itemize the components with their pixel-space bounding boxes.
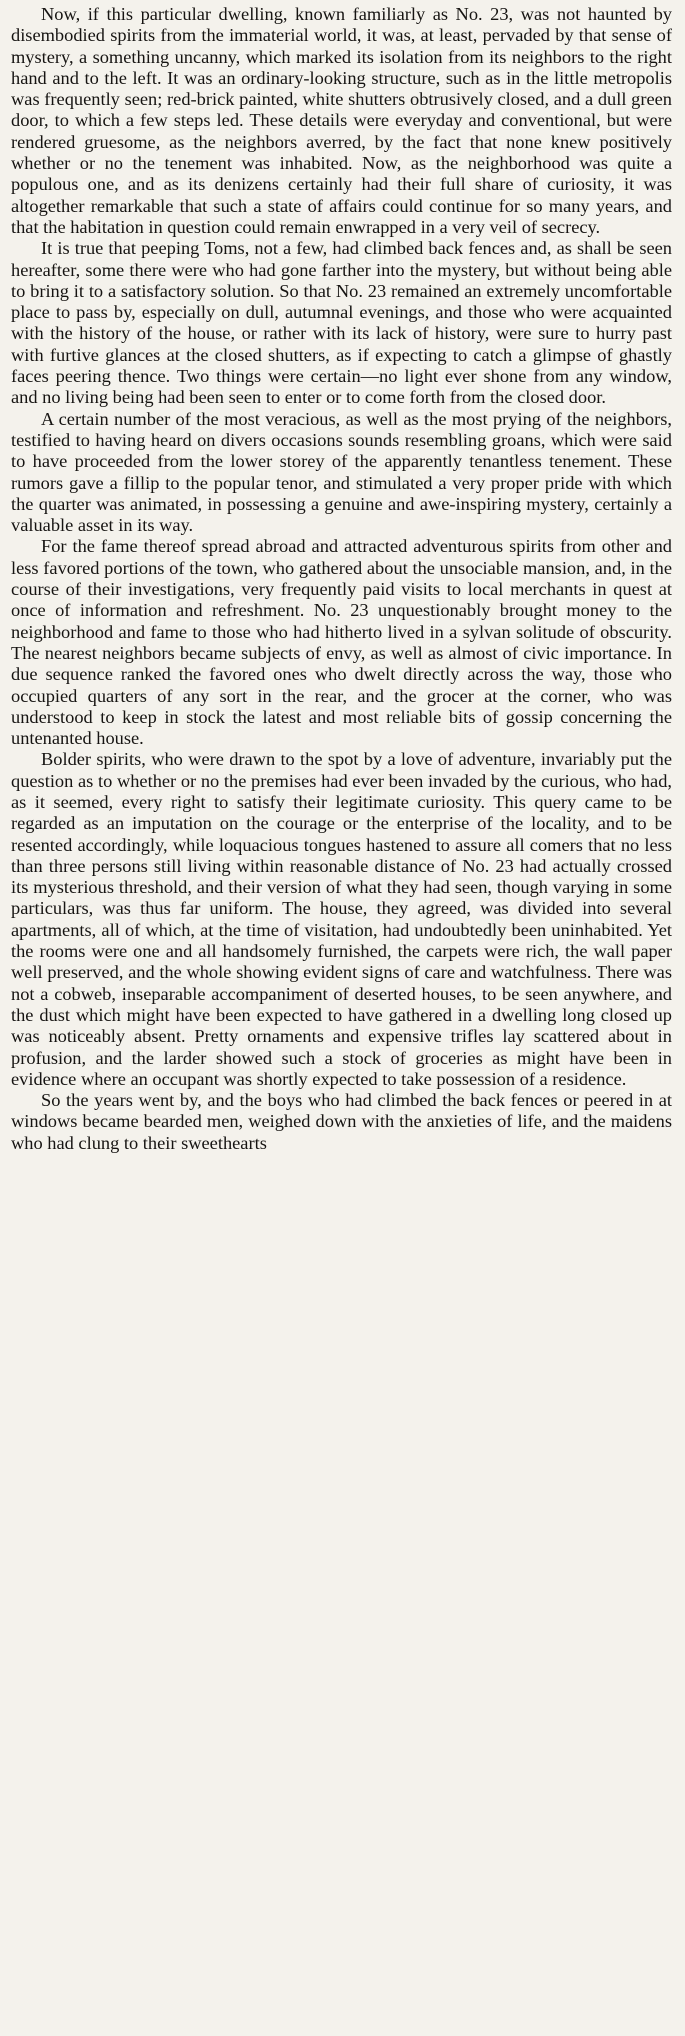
paragraph-4: For the fame thereof spread abroad and attracted adventurous spirits from other and less favored portions of the town, who gathered about the unsociable mansion, and, in the course of their investigations, very frequently paid visits to local merchants in quest at once of information and refreshment. No. 23 unquestionably brought money to the neighborhood and fame to those who had hitherto lived in a sylvan solitude of obscurity. The nearest neighbors became subjects of envy, as well as almost of civic importance. In due sequence ranked the favored ones who dwelt directly across the way, those who occupied quarters of any sort in the rear, and the grocer at the corner, who was understood to keep in stock the latest and most reliable bits of gossip concerning the untenanted house.: [11, 536, 672, 749]
paragraph-2: It is true that peeping Toms, not a few, had climbed back fences and, as shall be seen hereafter, some there were who had gone farther into the mystery, but without being able to bring it to a satisfactory solution. So that No. 23 remained an extremely uncomfortable place to pass by, especially on dull, autumnal evenings, and those who were acquainted with the history of the house, or rather with its lack of history, were sure to hurry past with furtive glances at the closed shutters, as if expecting to catch a glimpse of ghastly faces peering thence. Two things were certain—no light ever shone from any window, and no living being had been seen to enter or to come forth from the closed door.: [11, 238, 672, 408]
paragraph-5: Bolder spirits, who were drawn to the spot by a love of adventure, invariably put the question as to whether or no the premises had ever been invaded by the curious, who had, as it seemed, every right to satisfy their legitimate curiosity. This query came to be regarded as an imputation on the courage or the enterprise of the locality, and to be resented accordingly, while loquacious tongues hastened to assure all comers that no less than three persons still living within reasonable distance of No. 23 had actually crossed its mysterious threshold, and their version of what they had seen, though varying in some particulars, was thus far uniform. The house, they agreed, was divided into several apartments, all of which, at the time of visitation, had undoubtedly been uninhabited. Yet the rooms were one and all handsomely furnished, the carpets were rich, the wall paper well preserved, and the whole showing evident signs of care and watchfulness. There was not a cobweb, inseparable accompaniment of deserted houses, to be seen anywhere, and the dust which might have been expected to have gathered in a dwelling long closed up was noticeably absent. Pretty ornaments and expensive trifles lay scattered about in profusion, and the larder showed such a stock of groceries as might have been in evidence where an occupant was shortly expected to take possession of a residence.: [11, 749, 672, 1089]
paragraph-1: Now, if this particular dwelling, known familiarly as No. 23, was not haunted by disembodied spirits from the immaterial world, it was, at least, pervaded by that sense of mystery, a something uncanny, which marked its isolation from its neighbors to the right hand and to the left. It was an ordinary-looking structure, such as in the little metropolis was frequently seen; red-brick painted, white shutters obtrusively closed, and a dull green door, to which a few steps led. These details were everyday and conventional, but were rendered gruesome, as the neighbors averred, by the fact that none knew positively whether or no the tenement was inhabited. Now, as the neighborhood was quite a populous one, and as its denizens certainly had their full share of curiosity, it was altogether remarkable that such a state of affairs could continue for so many years, and that the habitation in question could remain enwrapped in a very veil of secrecy.: [11, 4, 672, 237]
paragraph-3: A certain number of the most veracious, as well as the most prying of the neighbors, testified to having heard on divers occasions sounds resembling groans, which were said to have proceeded from the lower storey of the apparently tenantless tenement. These rumors gave a fillip to the popular tenor, and stimulated a very proper pride with which the quarter was animated, in possessing a genuine and awe-inspiring mystery, certainly a valuable asset in its way.: [11, 408, 672, 536]
paragraph-6: So the years went by, and the boys who had climbed the back fences or peered in at windows became bearded men, weighed down with the anxieties of life, and the maidens who had clung to their sweethearts: [11, 1090, 672, 1153]
